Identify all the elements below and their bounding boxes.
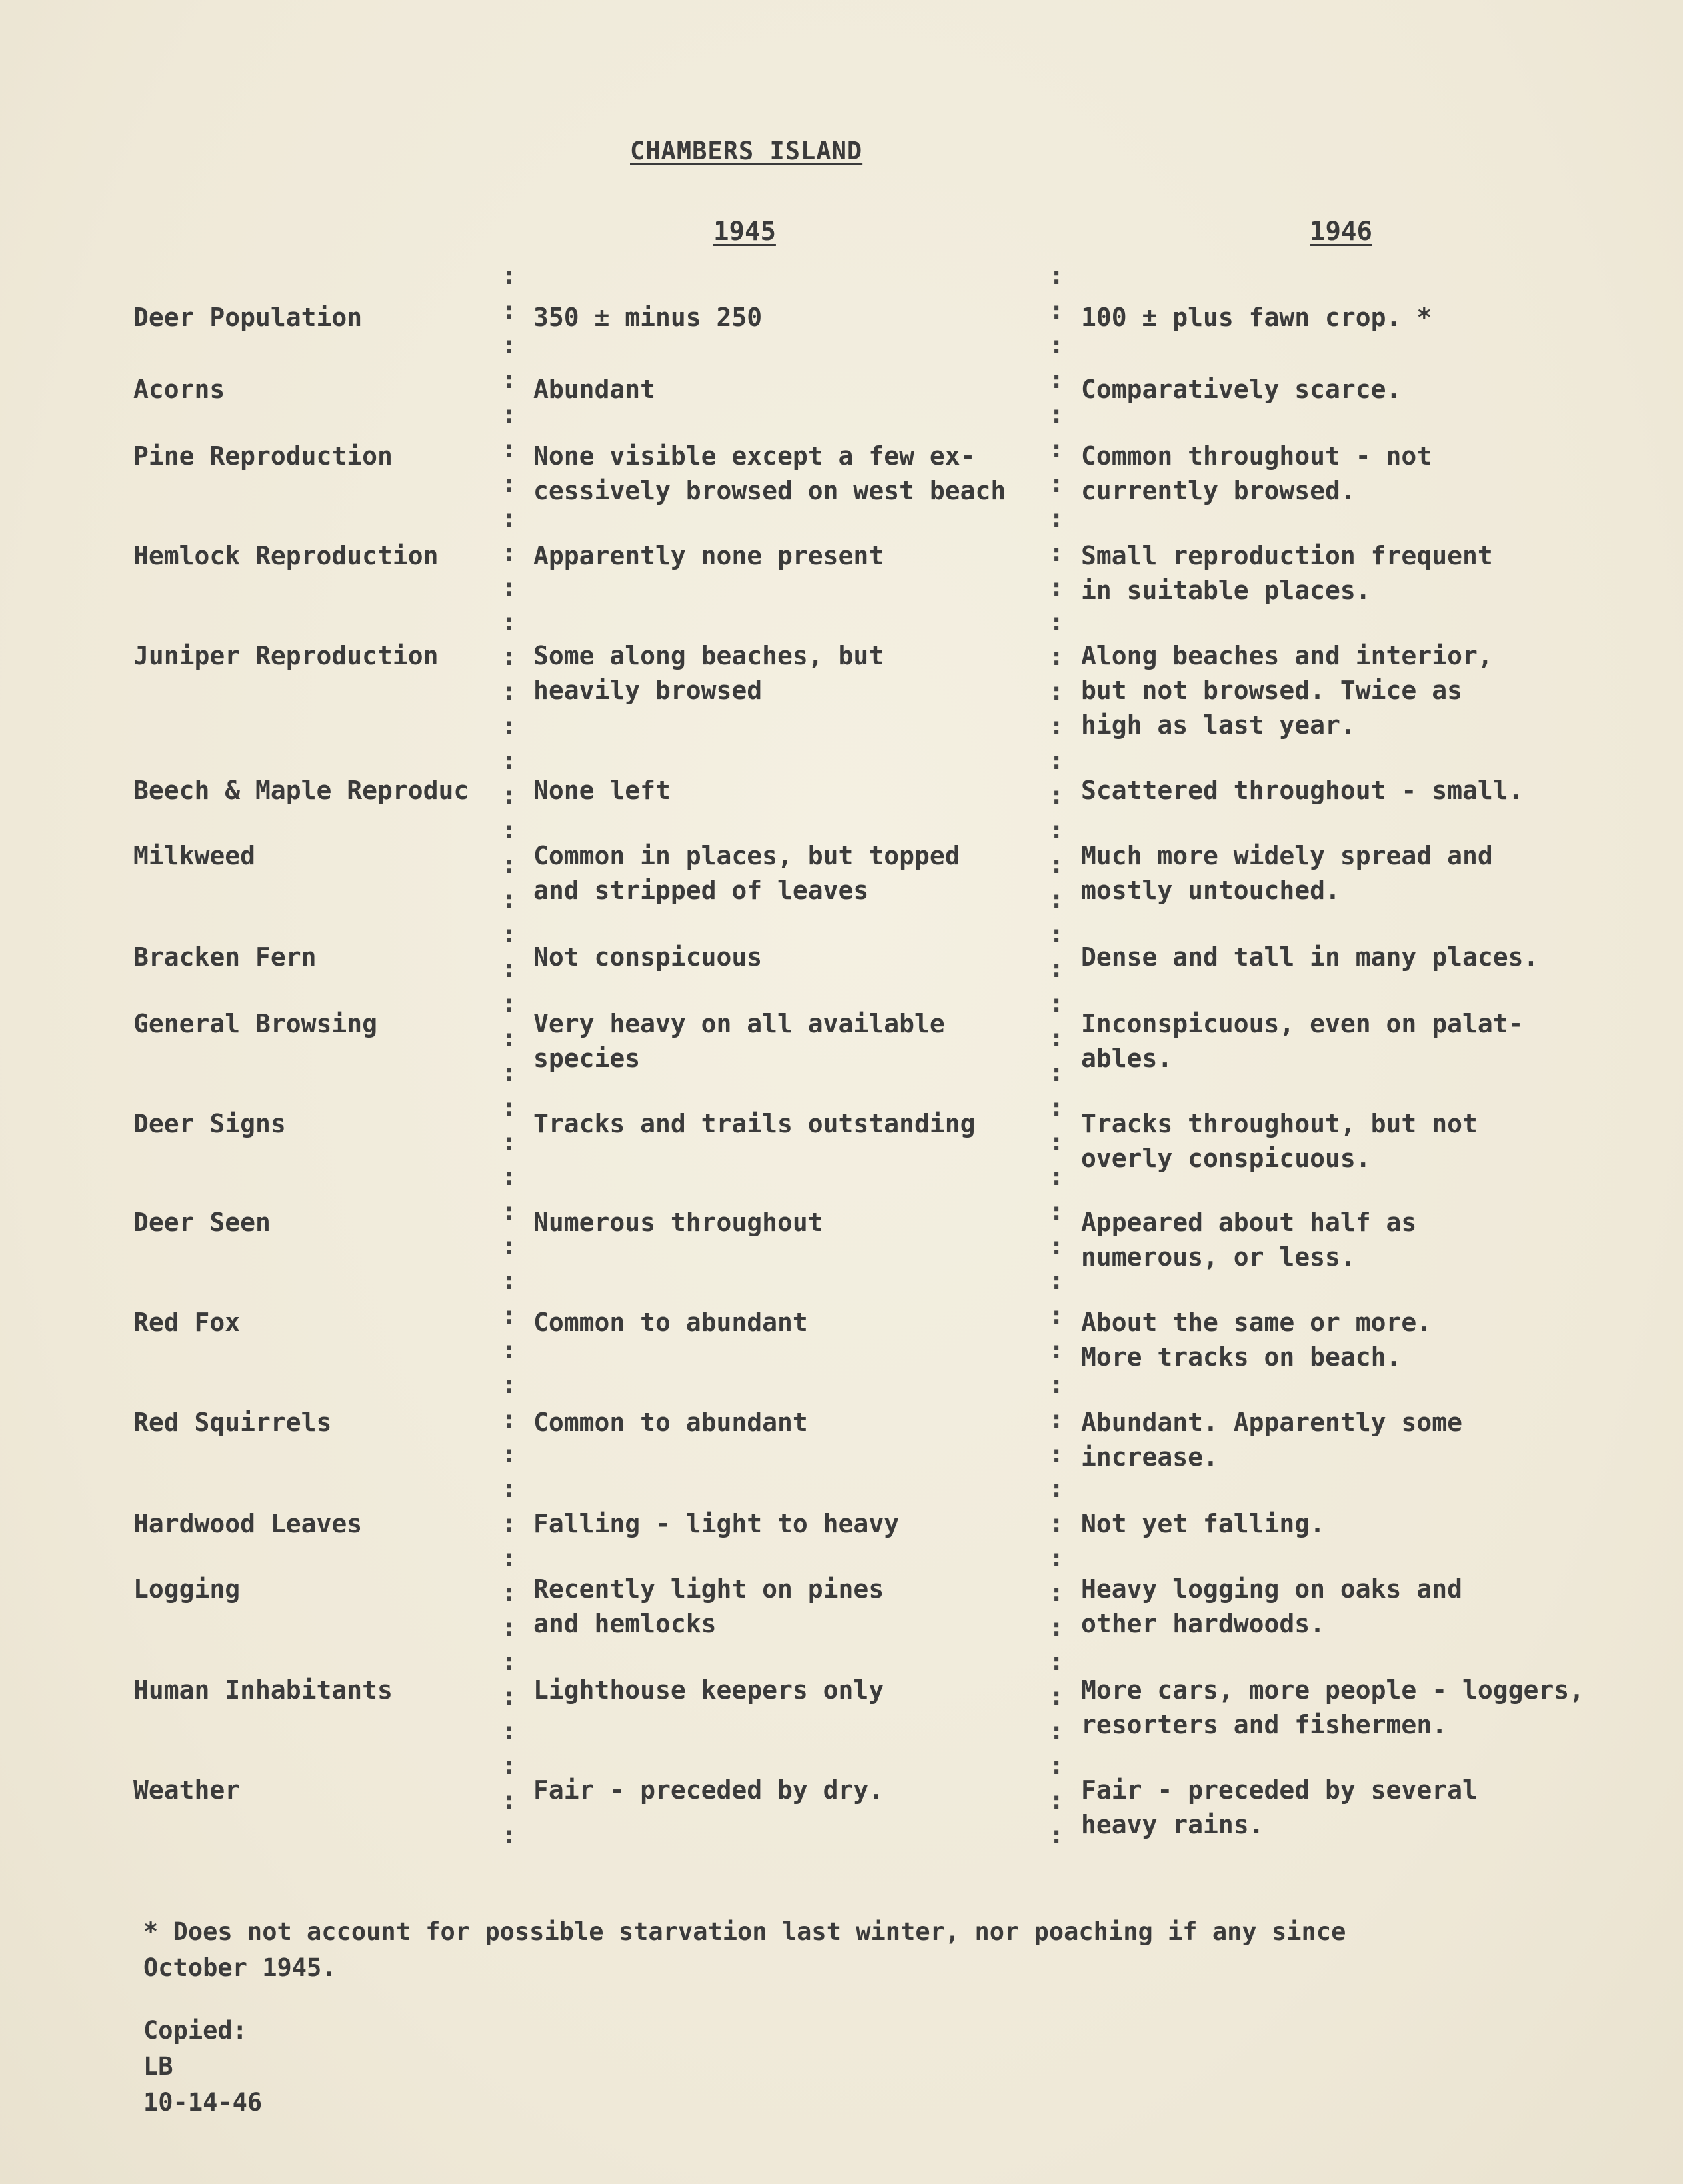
value-1945: Fair - preceded by dry. (533, 1775, 884, 1805)
row-label: Hemlock Reproduction (133, 541, 439, 570)
value-1946: Tracks throughout, but not overly conspicuous. (1081, 1109, 1478, 1173)
row-label: Deer Signs (133, 1109, 286, 1138)
value-1946: Inconspicuous, even on palat- ables. (1081, 1009, 1524, 1073)
row-label: Human Inhabitants (133, 1675, 393, 1705)
value-1946: Dense and tall in many places. (1081, 942, 1539, 972)
row-label: Logging (133, 1574, 241, 1604)
value-1945: Common to abundant (533, 1308, 808, 1337)
value-1945: Recently light on pines and hemlocks (533, 1574, 884, 1638)
row-label: General Browsing (133, 1009, 378, 1038)
value-1946: Comparatively scarce. (1081, 375, 1402, 404)
value-1945: Falling - light to heavy (533, 1509, 900, 1538)
value-1946: Appeared about half as numerous, or less. (1081, 1208, 1417, 1272)
row-label: Red Fox (133, 1308, 241, 1337)
colon-divider-right: : : : : : : : : : : : : : : : : : : : : : : : : : : : : : : : : : : : : : : : : : : : : : : (1049, 261, 1064, 1849)
copied-label: Copied: (143, 2016, 247, 2045)
value-1946: About the same or more. More tracks on beach. (1081, 1308, 1432, 1372)
footnote: * Does not account for possible starvation last winter, nor poaching if any since October 1945. (143, 1917, 1346, 1982)
row-label: Juniper Reproduction (133, 641, 439, 670)
value-1946: Along beaches and interior, but not browsed. Twice as high as last year. (1081, 641, 1493, 740)
value-1946: More cars, more people - loggers, resorters and fishermen. (1081, 1675, 1584, 1739)
row-label: Hardwood Leaves (133, 1509, 363, 1538)
row-label: Pine Reproduction (133, 441, 393, 471)
row-label: Bracken Fern (133, 942, 317, 972)
value-1946: Not yet falling. (1081, 1509, 1326, 1538)
row-label: Deer Seen (133, 1208, 271, 1237)
column-header-1945: 1945 (713, 217, 776, 247)
value-1945: Common to abundant (533, 1408, 808, 1437)
value-1946: Fair - preceded by several heavy rains. (1081, 1775, 1478, 1839)
value-1946: 100 ± plus fawn crop. * (1081, 303, 1432, 332)
value-1945: Common in places, but topped and stripped of leaves (533, 841, 960, 905)
row-label: Weather (133, 1775, 241, 1805)
copied-initials: LB (143, 2052, 173, 2081)
value-1945: None left (533, 776, 671, 805)
value-1945: Apparently none present (533, 541, 884, 570)
copied-block (143, 2013, 262, 2121)
value-1945: 350 ± minus 250 (533, 303, 763, 332)
value-1945: Abundant (533, 375, 656, 404)
value-1945: Not conspicuous (533, 942, 763, 972)
value-1946: Common throughout - not currently browsed. (1081, 441, 1432, 505)
value-1945: Some along beaches, but heavily browsed (533, 641, 884, 705)
column-header-1946: 1946 (1310, 217, 1372, 247)
value-1945: Numerous throughout (533, 1208, 823, 1237)
value-1946: Heavy logging on oaks and other hardwoods. (1081, 1574, 1462, 1638)
value-1945: Tracks and trails outstanding (533, 1109, 976, 1138)
value-1946: Much more widely spread and mostly untouched. (1081, 841, 1493, 905)
row-label: Milkweed (133, 841, 256, 870)
row-label: Acorns (133, 375, 225, 404)
value-1945: Lighthouse keepers only (533, 1675, 884, 1705)
value-1946: Abundant. Apparently some increase. (1081, 1408, 1462, 1472)
value-1946: Scattered throughout - small. (1081, 776, 1524, 805)
value-1945: Very heavy on all available species (533, 1009, 945, 1073)
row-label: Red Squirrels (133, 1408, 332, 1437)
copied-date: 10-14-46 (143, 2088, 263, 2117)
value-1945: None visible except a few ex- cessively browsed on west beach (533, 441, 1006, 505)
value-1946: Small reproduction frequent in suitable places. (1081, 541, 1493, 605)
row-label: Beech & Maple Reproduc (133, 776, 469, 805)
document-title: CHAMBERS ISLAND (630, 137, 863, 165)
row-label: Deer Population (133, 303, 363, 332)
colon-divider-left: : : : : : : : : : : : : : : : : : : : : : : : : : : : : : : : : : : : : : : : : : : : : : : (501, 261, 517, 1849)
